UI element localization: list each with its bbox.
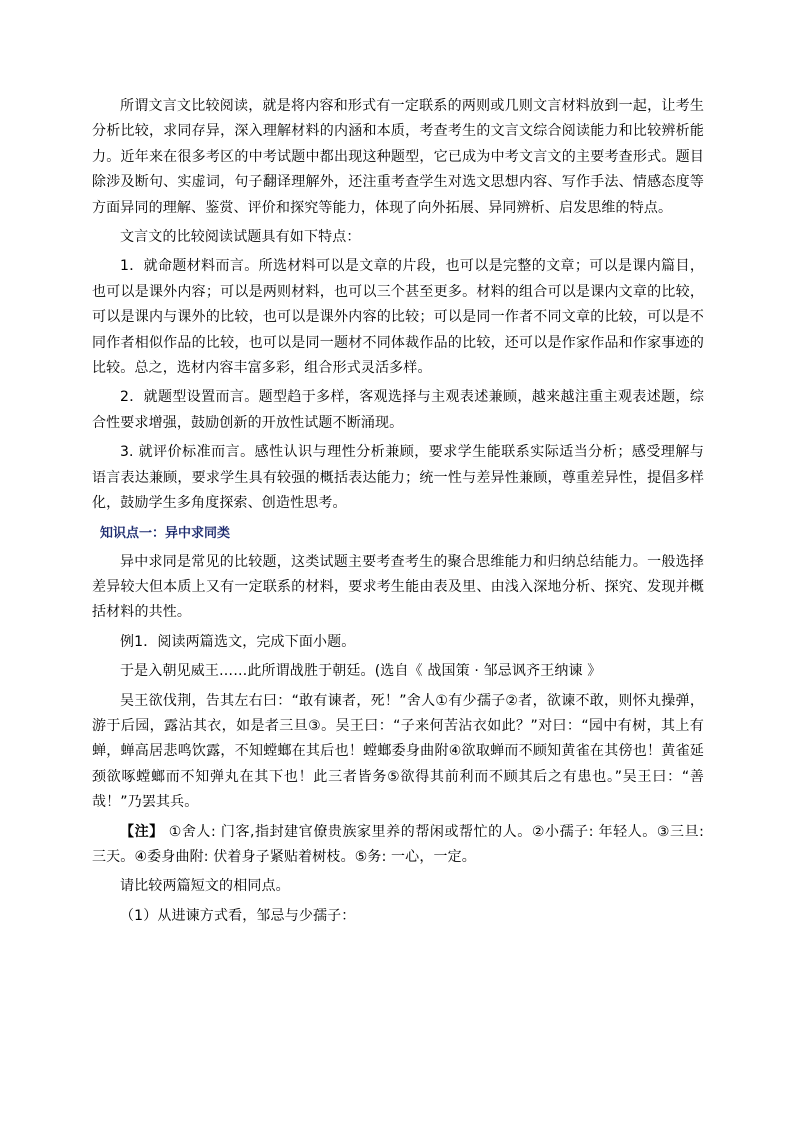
intro-paragraph: 所谓文言文比较阅读，就是将内容和形式有一定联系的两则或几则文言材料放到一起，让考生分析比较，求同存异，深入理解材料的内涵和本质，考查考生的文言文综合阅读能力和比较辨析能力。近年来在很多考区的中考试题中都出现这种题型，它已成为中考文言文的主要考查形式。题目除涉及断句、实虚词，句子翻译理解外，还注重考查学生对选文思想内容、写作手法、情感态度等方面异同的理解、鉴赏、评价和探究等能力，体现了向外拓展、异同辨析、启发思维的特点。 bbox=[92, 98, 704, 216]
note-text: ①舍人: 门客,指封建官僚贵族家里养的帮闲或帮忙的人。②小孺子: 年轻人。③三旦: 三天。④委身曲附: 伏着身子紧贴着树枝。⑤务: 一心，一定。 bbox=[92, 823, 705, 865]
knowledge-point-body: 异中求同是常见的比较题，这类试题主要考查考生的聚合思维能力和归纳总结能力。一般选择差异较大但本质上又有一定联系的材料，要求考生能由表及里、由浅入深地分析、探究、发现并概括材料的共性。 bbox=[92, 553, 704, 621]
comparison-question: 请比较两篇短文的相同点。 bbox=[120, 878, 290, 895]
excerpt-2: 吴王欲伐荆，告其左右曰：“敢有谏者，死！”舍人①有少孺子②者，欲谏不敢，则怀丸操弹，游于后园，露沾其衣，如是者三旦③。吴王曰：“子来何苦沾衣如此？”对曰：“园中有树，其上有蝉，蝉高居悲鸣饮露，不知螳螂在其后也！螳螂委身曲附④欲取蝉而不顾知黄雀在其傍也！黄雀延颈欲啄螳螂而不知弹丸在其下也！此三者皆务⑤欲得其前利而不顾其后之有患也。”吴王曰：“善哉！”乃罢其兵。 bbox=[92, 692, 704, 811]
note-label: 【注】 bbox=[120, 823, 164, 840]
document-body bbox=[92, 94, 704, 933]
feature-point-3: 3. 就评价标准而言。感性认识与理性分析兼顾，要求学生能联系实际适当分析；感受理解与语言表达兼顾，要求学生具有较强的概括表达能力；统一性与差异性兼顾，尊重差异性，提倡多样化，鼓励学生多角度探索、创造性思考。 bbox=[92, 444, 704, 512]
annotation-note bbox=[92, 820, 704, 871]
knowledge-point-title: 知识点一：异中求同类 bbox=[100, 525, 231, 541]
excerpt-1: 于是入朝见威王……此所谓战胜于朝廷。(选自《 战国策 · 邹忌讽齐王纳谏 》 bbox=[120, 663, 602, 680]
feature-point-2: 2．就题型设置而言。题型趋于多样，客观选择与主观表述兼顾，越来越注重主观表述题，综合性要求增强，鼓励创新的开放性试题不断涌现。 bbox=[92, 389, 704, 431]
features-intro: 文言文的比较阅读试题具有如下特点： bbox=[120, 229, 361, 246]
example-intro: 例1．阅读两篇选文，完成下面小题。 bbox=[120, 633, 356, 650]
sub-question-1: （1）从进谏方式看，邹忌与少孺子： bbox=[120, 907, 356, 924]
feature-point-1: 1．就命题材料而言。所选材料可以是文章的片段，也可以是完整的文章；可以是课内篇目，也可以是课外内容；可以是两则材料，也可以三个甚至更多。材料的组合可以是课内文章的比较，可以是课内与课外的比较，也可以是课外内容的比较；可以是同一作者不同文章的比较，可以是不同作者相似作品的比较，也可以是同一题材不同体裁作品的比较，还可以是作家作品和作家事迹的比较。总之，选材内容丰富多彩，组合形式灵活多样。 bbox=[92, 258, 704, 377]
